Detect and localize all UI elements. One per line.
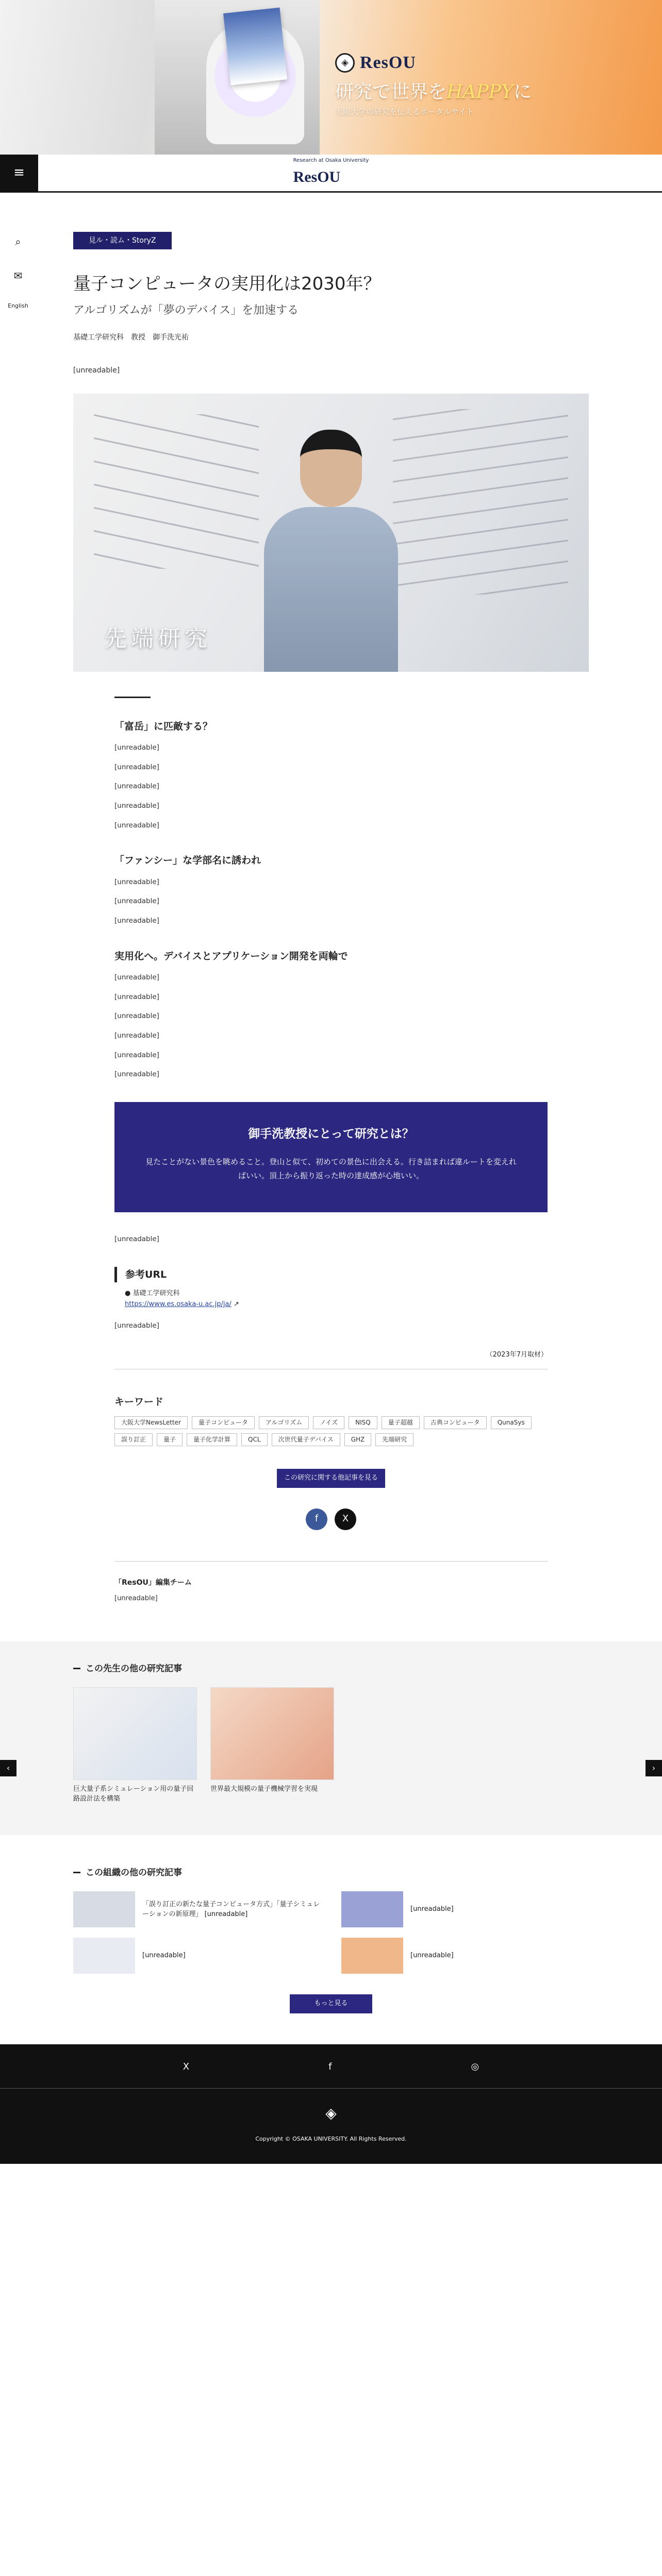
keywords-heading: キーワード	[114, 1396, 164, 1408]
keywords-list	[114, 1416, 548, 1446]
article-subtitle: アルゴリズムが「夢のデバイス」を加速する	[73, 303, 299, 317]
article-author: 基礎工学研究科 教授 御手洗光祐	[73, 333, 189, 342]
editor-heading: 「ResOU」編集チーム	[114, 1578, 192, 1587]
photo-wrap	[73, 394, 589, 672]
interview-date: （2023年7月取材）	[114, 1350, 548, 1369]
language-link[interactable]: English	[8, 302, 28, 309]
hamburger-icon: ≡	[13, 164, 25, 180]
portrait-photo	[73, 394, 589, 672]
hero-catch-b: に	[513, 81, 532, 103]
article-body	[114, 672, 548, 1605]
related-org-title: [unreadable]	[410, 1905, 454, 1913]
brand-small: Research at Osaka University	[293, 157, 369, 163]
carousel-prev-icon[interactable]: ‹	[0, 1760, 16, 1776]
footer-logo-icon[interactable]: ◈	[325, 2104, 337, 2122]
related-card-thumb	[210, 1687, 334, 1780]
site-footer	[0, 2044, 662, 2164]
hero-banner	[0, 0, 662, 155]
related-org-item[interactable]	[341, 1891, 589, 1927]
paragraph: [unreadable]	[114, 897, 159, 906]
hero-catchphrase	[335, 77, 532, 107]
paragraph: [unreadable]	[114, 801, 159, 810]
related-org-item[interactable]	[73, 1938, 321, 1974]
paragraph: [unreadable]	[114, 1050, 159, 1059]
paragraph: [unreadable]	[114, 1012, 159, 1021]
instagram-icon[interactable]: ◎	[471, 2061, 479, 2072]
reference-item	[125, 1289, 548, 1310]
keyword-tag[interactable]: 量子化学計算	[187, 1433, 237, 1446]
person-body	[264, 507, 398, 672]
related-org-title: [unreadable]	[410, 1952, 454, 1960]
related-org-item[interactable]	[341, 1938, 589, 1974]
callout-title: 御手洗教授にとって研究とは？	[248, 1127, 414, 1141]
related-card-thumb	[73, 1687, 197, 1780]
keyword-tag[interactable]: 次世代量子デバイス	[272, 1433, 340, 1446]
related-search-button[interactable]: この研究に関する他記事を見る	[277, 1469, 385, 1488]
section-heading: 「ファンシー」な学部名に誘われ	[114, 855, 261, 867]
paragraph: [unreadable]	[114, 877, 159, 886]
related-teacher-cards	[73, 1687, 589, 1804]
editor-box	[114, 1561, 548, 1605]
hero-photo	[223, 8, 287, 86]
photo-caption: 先端研究	[104, 625, 211, 652]
person-head	[300, 430, 362, 507]
menu-button[interactable]	[0, 154, 38, 192]
hero-logo[interactable]	[335, 49, 416, 77]
related-org-thumb	[341, 1891, 403, 1927]
keyword-tag[interactable]: QunaSys	[491, 1416, 532, 1429]
person-figure	[264, 430, 398, 672]
paragraph: [unreadable]	[114, 1070, 159, 1079]
sidebar	[0, 194, 36, 311]
share-buttons	[114, 1509, 548, 1530]
paragraph: [unreadable]	[114, 1031, 159, 1040]
related-card-title: 世界最大規模の量子機械学習を実現	[210, 1785, 318, 1793]
keyword-tag[interactable]: 量子コンピュータ	[192, 1416, 255, 1429]
brand[interactable]	[38, 157, 624, 190]
keyword-tag[interactable]: 量子	[157, 1433, 183, 1446]
mail-icon[interactable]: ✉	[13, 269, 23, 282]
reference-bullet-icon: ●	[125, 1290, 133, 1298]
related-teacher-heading: この先生の他の研究記事	[73, 1662, 589, 1676]
article-lead: [unreadable]	[73, 366, 120, 375]
keyword-tag[interactable]: 古典コンピュータ	[424, 1416, 487, 1429]
reference-label: 基礎工学研究科	[133, 1290, 180, 1298]
paragraph: [unreadable]	[114, 916, 159, 925]
related-card[interactable]	[210, 1687, 334, 1804]
paragraph: [unreadable]	[114, 762, 159, 771]
footer-divider	[0, 2088, 662, 2089]
whiteboard-left	[94, 414, 259, 569]
references-list	[114, 1289, 548, 1310]
hero-catch-em: HAPPY	[446, 81, 514, 103]
paragraph: [unreadable]	[114, 743, 159, 752]
reference-link[interactable]: https://www.es.osaka-u.ac.jp/ja/	[125, 1300, 231, 1308]
paragraph: [unreadable]	[114, 973, 159, 981]
related-org-list	[73, 1891, 589, 1974]
hero-logo-text: ResOU	[360, 53, 416, 72]
references-heading: 参考URL	[114, 1267, 548, 1282]
hero-subtitle: 大阪大学の研究を伝えるポータルサイト	[335, 107, 474, 116]
keyword-tag[interactable]: NISQ	[349, 1416, 377, 1429]
article-title: 量子コンピュータの実用化は2030年？	[73, 274, 381, 295]
category-tag[interactable]: 見ル・読ム・StoryZ	[73, 232, 172, 249]
related-org-thumb	[73, 1891, 135, 1927]
related-articles-org	[0, 1835, 662, 2044]
profile-text: [unreadable]	[114, 1235, 159, 1244]
related-org-thumb	[73, 1938, 135, 1974]
search-icon[interactable]: ⌕	[15, 235, 21, 248]
whiteboard-right	[393, 409, 568, 595]
facebook-share-icon[interactable]: f	[306, 1509, 327, 1530]
more-articles-button[interactable]: もっと見る	[290, 1994, 372, 2013]
top-bar	[0, 155, 662, 193]
related-org-heading: この組織の他の研究記事	[73, 1866, 589, 1880]
keyword-tag[interactable]: 量子超越	[382, 1416, 420, 1429]
keyword-tag[interactable]: GHZ	[344, 1433, 372, 1446]
editor-text: [unreadable]	[114, 1595, 158, 1603]
related-card[interactable]	[73, 1687, 197, 1804]
research-callout	[114, 1102, 548, 1212]
keyword-tag[interactable]: アルゴリズム	[259, 1416, 309, 1429]
footer-social	[0, 2060, 662, 2075]
x-share-icon[interactable]: X	[335, 1509, 356, 1530]
hero-catch-a: 研究で世界を	[335, 81, 447, 103]
paragraph: [unreadable]	[114, 821, 159, 829]
related-card-title: 巨大量子系シミュレーション用の量子回路設計法を構築	[73, 1785, 194, 1803]
paragraph: [unreadable]	[114, 992, 159, 1001]
keyword-tag[interactable]: 大阪大学NewsLetter	[114, 1416, 188, 1429]
callout-text: 見たことがない景色を眺めること。登山と似て、初めての景色に出会える。行き詰まれば違ルートを変えればいい。頂上から振り返った時の達成感が心地いい。	[145, 1157, 517, 1181]
brand-logo: ResOU	[293, 168, 341, 185]
section-heading: 実用化へ。デバイスとアプリケーション開発を両輪で	[114, 950, 348, 962]
related-org-title: 「誤り訂正の新たな量子コンピュータ方式」「量子シミュレーションの新原理」 [unreadable]	[142, 1900, 320, 1919]
related-org-thumb	[341, 1938, 403, 1974]
copyright: Copyright © OSAKA UNIVERSITY. All Rights Reserved.	[255, 2135, 407, 2142]
section-heading: 「富岳」に匹敵する？	[114, 720, 213, 732]
related-articles-teacher	[0, 1641, 662, 1835]
paragraph: [unreadable]	[114, 782, 159, 791]
keyword-tag[interactable]: QCL	[241, 1433, 268, 1446]
facebook-icon[interactable]: f	[328, 2061, 332, 2072]
related-org-title: [unreadable]	[142, 1952, 186, 1960]
keyword-tag[interactable]: 誤り訂正	[114, 1433, 153, 1446]
section-divider	[114, 697, 151, 698]
university-logo-icon: ◈	[335, 53, 355, 73]
keyword-tag[interactable]: ノイズ	[313, 1416, 344, 1429]
article-header	[73, 193, 589, 378]
x-icon[interactable]: X	[183, 2061, 190, 2072]
related-org-item[interactable]	[73, 1891, 321, 1927]
external-link-icon: ↗	[233, 1300, 239, 1308]
keyword-tag[interactable]: 先端研究	[375, 1433, 413, 1446]
carousel-next-icon[interactable]: ›	[646, 1760, 662, 1776]
newsletter-note: [unreadable]	[114, 1321, 159, 1330]
